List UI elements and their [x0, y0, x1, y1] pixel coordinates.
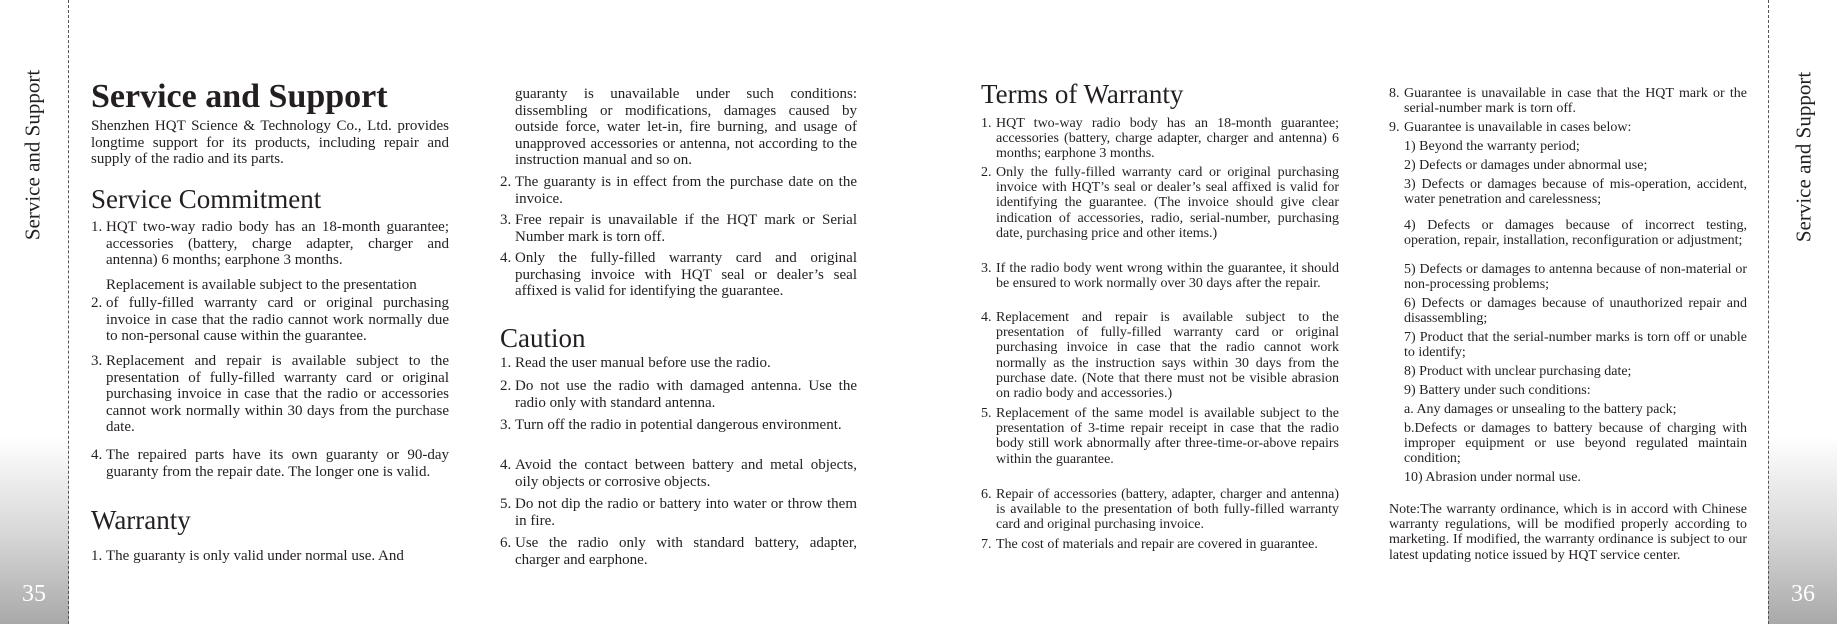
item-text: If the radio body went wrong within the guarantee, it should be ensured to work normally over 30 days after the repair.: [996, 261, 1339, 292]
item-number: 4.: [500, 457, 512, 473]
case-item: b.Defects or damages to battery because of charging with improper equipment or use beyond regulated maintain condition;: [1404, 421, 1747, 467]
case-item: 9) Battery under such conditions:: [1404, 383, 1591, 398]
terms-item: [981, 261, 1339, 291]
terms-item: [1389, 86, 1747, 116]
item-text: Guarantee is unavailable in case that the HQT mark or the serial-number mark is torn off.: [1404, 86, 1747, 117]
case-item: 1) Beyond the warranty period;: [1404, 139, 1580, 154]
caution-heading: Caution: [500, 323, 586, 353]
item-number: 2.: [91, 295, 103, 311]
item-number: 9.: [1389, 120, 1400, 135]
item-number: 4.: [981, 310, 992, 325]
terms-item: [981, 165, 1339, 241]
warranty-item: [500, 174, 857, 207]
item-number: 1.: [91, 548, 103, 564]
warranty-heading: Warranty: [91, 505, 191, 535]
item-text: Avoid the contact between battery and metal objects, oily objects or corrosive objects.: [515, 457, 857, 490]
caution-item: [500, 378, 857, 411]
warranty-continued: guaranty is unavailable under such conditions: dissembling or modifications, damages caused by outside force, water let-in, fire burning, and usage of unapproved accessories or antenna, not according to the instruction manual and so on.: [515, 86, 857, 169]
case-item: a. Any damages or unsealing to the battery pack;: [1404, 402, 1677, 417]
left-margin-strip: [0, 0, 69, 624]
terms-of-warranty-heading: Terms of Warranty: [981, 79, 1184, 109]
item-text: Do not dip the radio or battery into water or throw them in fire.: [515, 496, 857, 529]
item-number: 2.: [500, 174, 512, 190]
item-text: Turn off the radio in potential dangerous environment.: [515, 417, 842, 433]
case-item: 8) Product with unclear purchasing date;: [1404, 364, 1632, 379]
item-number: 3.: [981, 261, 992, 276]
commitment-item: [91, 277, 449, 294]
commitment-item: [91, 447, 449, 480]
item-number: 3.: [500, 417, 512, 433]
case-item: 6) Defects or damages because of unauthorized repair and disassembling;: [1404, 296, 1747, 327]
commitment-item: [91, 353, 449, 436]
right-side-title: Service and Support: [1791, 71, 1816, 243]
case-item: 4) Defects or damages because of incorrect testing, operation, repair, installation, reconfiguration or adjustment;: [1404, 218, 1747, 249]
item-text: Use the radio only with standard battery, adapter, charger and earphone.: [515, 535, 857, 568]
item-text: Repair of accessories (battery, adapter, charger and antenna) is available to the presentation of both fully-filled warranty card and original purchasing invoice.: [996, 487, 1339, 533]
item-text: Only the fully-filled warranty card and original purchasing invoice with HQT seal or dealer’s seal affixed is valid for identifying the guarantee.: [515, 250, 857, 300]
case-item: 10) Abrasion under normal use.: [1404, 470, 1581, 485]
item-text: The cost of materials and repair are covered in guarantee.: [996, 537, 1318, 552]
terms-item: [981, 487, 1339, 533]
item-text: Replacement and repair is available subject to the presentation of fully-filled warranty card or original purchasing invoice in case that the radio or accessories cannot work normally within 30 days from the purchase date.: [106, 353, 449, 436]
left-side-title: Service and Support: [20, 69, 45, 241]
caution-item: [500, 457, 857, 490]
commitment-item: [91, 219, 449, 269]
case-item: 5) Defects or damages to antenna because of non-material or non-processing problems;: [1404, 262, 1747, 293]
item-number: 3.: [500, 212, 512, 228]
warranty-item: [91, 548, 449, 565]
item-text: Replacement and repair is available subject to the presentation of fully-filled warranty card or original purchasing invoice in case that the radio cannot work normally as the instruction says within 30 days from the purchase date. (Note that there must not be visible abrasion on radio body and accessories.): [996, 310, 1339, 402]
page-title: Service and Support: [91, 78, 388, 115]
item-number: 6.: [500, 535, 512, 551]
item-number: 4.: [500, 250, 512, 266]
item-text: The guaranty is in effect from the purchase date on the invoice.: [515, 174, 857, 207]
warranty-item: [500, 212, 857, 245]
item-number: 6.: [981, 487, 992, 502]
right-margin-strip: [1768, 0, 1837, 624]
item-text: HQT two-way radio body has an 18-month guarantee; accessories (battery, charge adapter, charger and antenna) 6 months; earphone 3 months.: [996, 116, 1339, 162]
item-number: 2.: [981, 165, 992, 180]
item-text: Free repair is unavailable if the HQT mark or Serial Number mark is torn off.: [515, 212, 857, 245]
right-page-number: 36: [1791, 581, 1815, 607]
item-number: 1.: [500, 355, 512, 371]
case-item: 3) Defects or damages because of mis-operation, accident, water penetration and carelessness;: [1404, 177, 1747, 208]
item-number: 2.: [500, 378, 512, 394]
item-number: 5.: [981, 406, 992, 421]
item-text: The repaired parts have its own guaranty or 90-day guaranty from the repair date. The longer one is valid.: [106, 447, 449, 480]
item-text: Replacement is available subject to the presentation: [106, 277, 417, 293]
item-text: Replacement of the same model is available subject to the presentation of 3-time repair receipt in case that the radio body still work abnormally after three-time-or-above repairs within the guarantee.: [996, 406, 1339, 467]
warranty-item: [500, 250, 857, 300]
item-text: Guarantee is unavailable in cases below:: [1404, 120, 1632, 135]
caution-item: [500, 355, 857, 372]
item-number: 4.: [91, 447, 103, 463]
item-number: 1.: [91, 219, 103, 235]
warranty-note: Note:The warranty ordinance, which is in accord with Chinese warranty regulations, will be modified properly according to marketing. If modified, the warranty ordinance is subject to our latest updating notice issued by HQT service center.: [1389, 502, 1747, 563]
intro-paragraph: Shenzhen HQT Science & Technology Co., Ltd. provides longtime support for its products, including repair and supply of the radio and its parts.: [91, 118, 449, 168]
terms-item: [981, 116, 1339, 162]
item-text: Read the user manual before use the radio.: [515, 355, 771, 371]
item-text: The guaranty is only valid under normal use. And: [106, 548, 404, 564]
caution-item: [500, 417, 857, 434]
item-text: Do not use the radio with damaged antenna. Use the radio only with standard antenna.: [515, 378, 857, 411]
commitment-item: [91, 295, 449, 345]
caution-item: [500, 535, 857, 568]
item-number: 7.: [981, 537, 992, 552]
service-commitment-heading: Service Commitment: [91, 184, 322, 214]
case-item: 2) Defects or damages under abnormal use;: [1404, 158, 1648, 173]
item-number: 8.: [1389, 86, 1400, 101]
terms-item: [981, 310, 1339, 401]
left-page-number: 35: [22, 581, 46, 607]
item-number: 1.: [981, 116, 992, 131]
terms-item: [981, 537, 1339, 552]
terms-item: [981, 406, 1339, 467]
item-number: 5.: [500, 496, 512, 512]
item-text: Only the fully-filled warranty card or original purchasing invoice with HQT’s seal or dealer’s seal affixed is valid for identifying the guarantee. (The invoice should give clear indication of accessories, radio, serial-number, purchasing date, purchasing price and other items.): [996, 165, 1339, 241]
case-item: 7) Product that the serial-number marks is torn off or unable to identify;: [1404, 330, 1747, 361]
terms-item: [1389, 120, 1747, 135]
caution-item: [500, 496, 857, 529]
item-text: of fully-filled warranty card or original purchasing invoice in case that the radio cannot work normally due to non-personal cause within the guarantee.: [106, 295, 449, 345]
item-text: HQT two-way radio body has an 18-month guarantee; accessories (battery, charge adapter, charger and antenna) 6 months; earphone 3 months.: [106, 219, 449, 269]
item-number: 3.: [91, 353, 103, 369]
